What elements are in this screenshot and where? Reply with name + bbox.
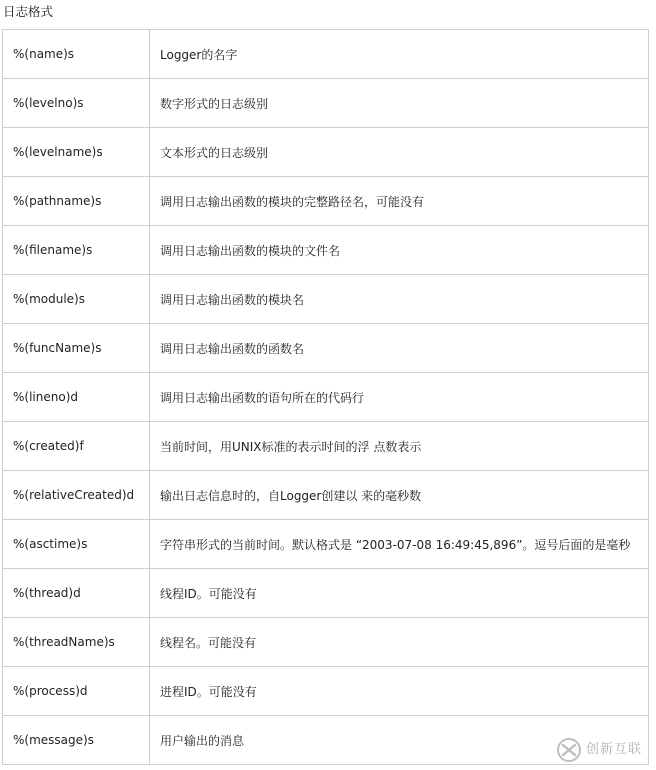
format-key-cell: %(module)s	[3, 275, 150, 324]
format-description-cell: 调用日志输出函数的模块的文件名	[150, 226, 649, 275]
format-key-cell: %(process)d	[3, 667, 150, 716]
format-key-cell: %(pathname)s	[3, 177, 150, 226]
table-row	[3, 471, 649, 520]
format-description-cell: 调用日志输出函数的语句所在的代码行	[150, 373, 649, 422]
format-description-cell: 字符串形式的当前时间。默认格式是 “2003-07-08 16:49:45,896”。逗号后面的是毫秒	[150, 520, 649, 569]
table-row	[3, 520, 649, 569]
table-row	[3, 716, 649, 765]
format-description-cell: 数字形式的日志级别	[150, 79, 649, 128]
log-format-table-body	[3, 30, 649, 765]
format-description-cell: 调用日志输出函数的模块的完整路径名，可能没有	[150, 177, 649, 226]
table-row	[3, 177, 649, 226]
format-description-cell: 线程ID。可能没有	[150, 569, 649, 618]
table-row	[3, 618, 649, 667]
format-description-cell: 进程ID。可能没有	[150, 667, 649, 716]
table-row	[3, 373, 649, 422]
table-row	[3, 128, 649, 177]
format-key-cell: %(threadName)s	[3, 618, 150, 667]
format-description-cell: 线程名。可能没有	[150, 618, 649, 667]
table-row	[3, 324, 649, 373]
log-format-table	[2, 29, 649, 765]
table-row	[3, 79, 649, 128]
table-caption: 日志格式	[3, 4, 54, 19]
chuangxin-logo-icon	[556, 737, 582, 763]
table-row	[3, 667, 649, 716]
format-key-cell: %(name)s	[3, 30, 150, 79]
format-key-cell: %(levelname)s	[3, 128, 150, 177]
format-key-cell: %(lineno)d	[3, 373, 150, 422]
format-description-cell: Logger的名字	[150, 30, 649, 79]
format-key-cell: %(asctime)s	[3, 520, 150, 569]
format-key-cell: %(message)s	[3, 716, 150, 765]
table-row	[3, 422, 649, 471]
format-description-cell: 调用日志输出函数的函数名	[150, 324, 649, 373]
watermark	[556, 730, 656, 770]
format-key-cell: %(levelno)s	[3, 79, 150, 128]
table-row	[3, 30, 649, 79]
format-key-cell: %(relativeCreated)d	[3, 471, 150, 520]
format-key-cell: %(filename)s	[3, 226, 150, 275]
format-key-cell: %(thread)d	[3, 569, 150, 618]
format-description-cell: 用户输出的消息	[150, 716, 649, 765]
table-row	[3, 226, 649, 275]
table-row	[3, 275, 649, 324]
format-description-cell: 输出日志信息时的，自Logger创建以 来的毫秒数	[150, 471, 649, 520]
format-key-cell: %(created)f	[3, 422, 150, 471]
format-description-cell: 当前时间，用UNIX标准的表示时间的浮 点数表示	[150, 422, 649, 471]
format-key-cell: %(funcName)s	[3, 324, 150, 373]
format-description-cell: 调用日志输出函数的模块名	[150, 275, 649, 324]
format-description-cell: 文本形式的日志级别	[150, 128, 649, 177]
watermark-text: 创新互联	[586, 742, 643, 757]
table-row	[3, 569, 649, 618]
